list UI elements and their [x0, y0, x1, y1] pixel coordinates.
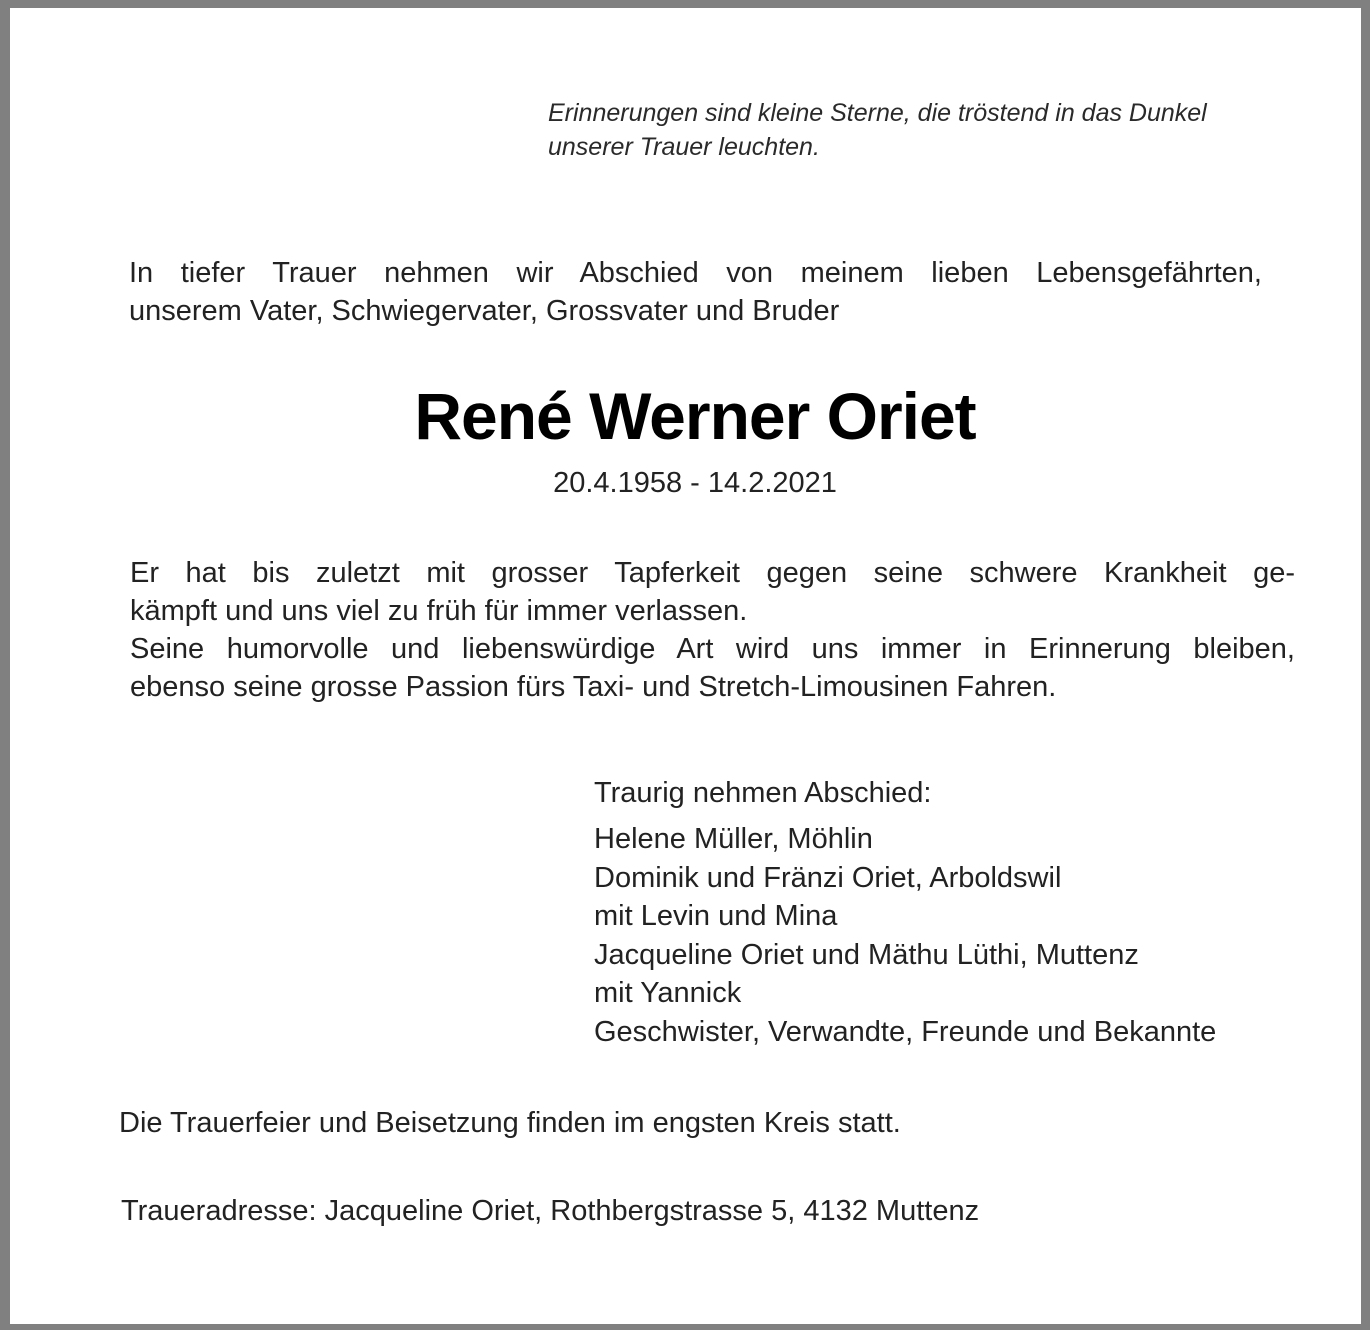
tribute-line: kämpft und uns viel zu früh für immer verlassen.: [130, 595, 748, 627]
mourner-entry: Geschwister, Verwandte, Freunde und Bekannte: [594, 1015, 1217, 1048]
mourners-list: [594, 820, 1334, 1051]
mourner-entry: Jacqueline Oriet und Mäthu Lüthi, Muttenz: [594, 938, 1139, 971]
quote-line: unserer Trauer leuchten.: [548, 133, 820, 161]
mourners-block: [594, 774, 1334, 1051]
tribute-paragraph: [130, 554, 1295, 706]
ceremony-note: Die Trauerfeier und Beisetzung finden im engsten Kreis statt.: [119, 1107, 901, 1139]
tribute-line: ebenso seine grosse Passion fürs Taxi- und Stretch-Limousinen Fahren.: [130, 671, 1057, 703]
quote-line: Erinnerungen sind kleine Sterne, die tröstend in das Dunkel: [548, 99, 1207, 127]
tribute-line: Seine humorvolle und liebenswürdige Art wird uns immer in Erinnerung bleiben,: [130, 633, 1295, 665]
memorial-quote: [548, 96, 1308, 164]
condolence-address: Traueradresse: Jacqueline Oriet, Rothbergstrasse 5, 4132 Muttenz: [121, 1195, 980, 1227]
mourner-entry: mit Levin und Mina: [594, 900, 838, 932]
mourner-entry: Helene Müller, Möhlin: [594, 823, 873, 855]
mourner-entry: mit Yannick: [594, 977, 742, 1009]
mourner-entry: Dominik und Fränzi Oriet, Arboldswil: [594, 861, 1062, 894]
tribute-line: Er hat bis zuletzt mit grosser Tapferkeit gegen seine schwere Krankheit ge-: [130, 557, 1295, 589]
intro-paragraph: [129, 254, 1262, 330]
mourners-heading: Traurig nehmen Abschied:: [594, 777, 932, 809]
deceased-name: René Werner Oriet: [414, 379, 976, 453]
intro-line: In tiefer Trauer nehmen wir Abschied von meinem lieben Lebensgefährten,: [129, 257, 1262, 289]
intro-line: unserem Vater, Schwiegervater, Grossvater und Bruder: [129, 295, 840, 327]
life-dates: 20.4.1958 - 14.2.2021: [553, 467, 837, 499]
